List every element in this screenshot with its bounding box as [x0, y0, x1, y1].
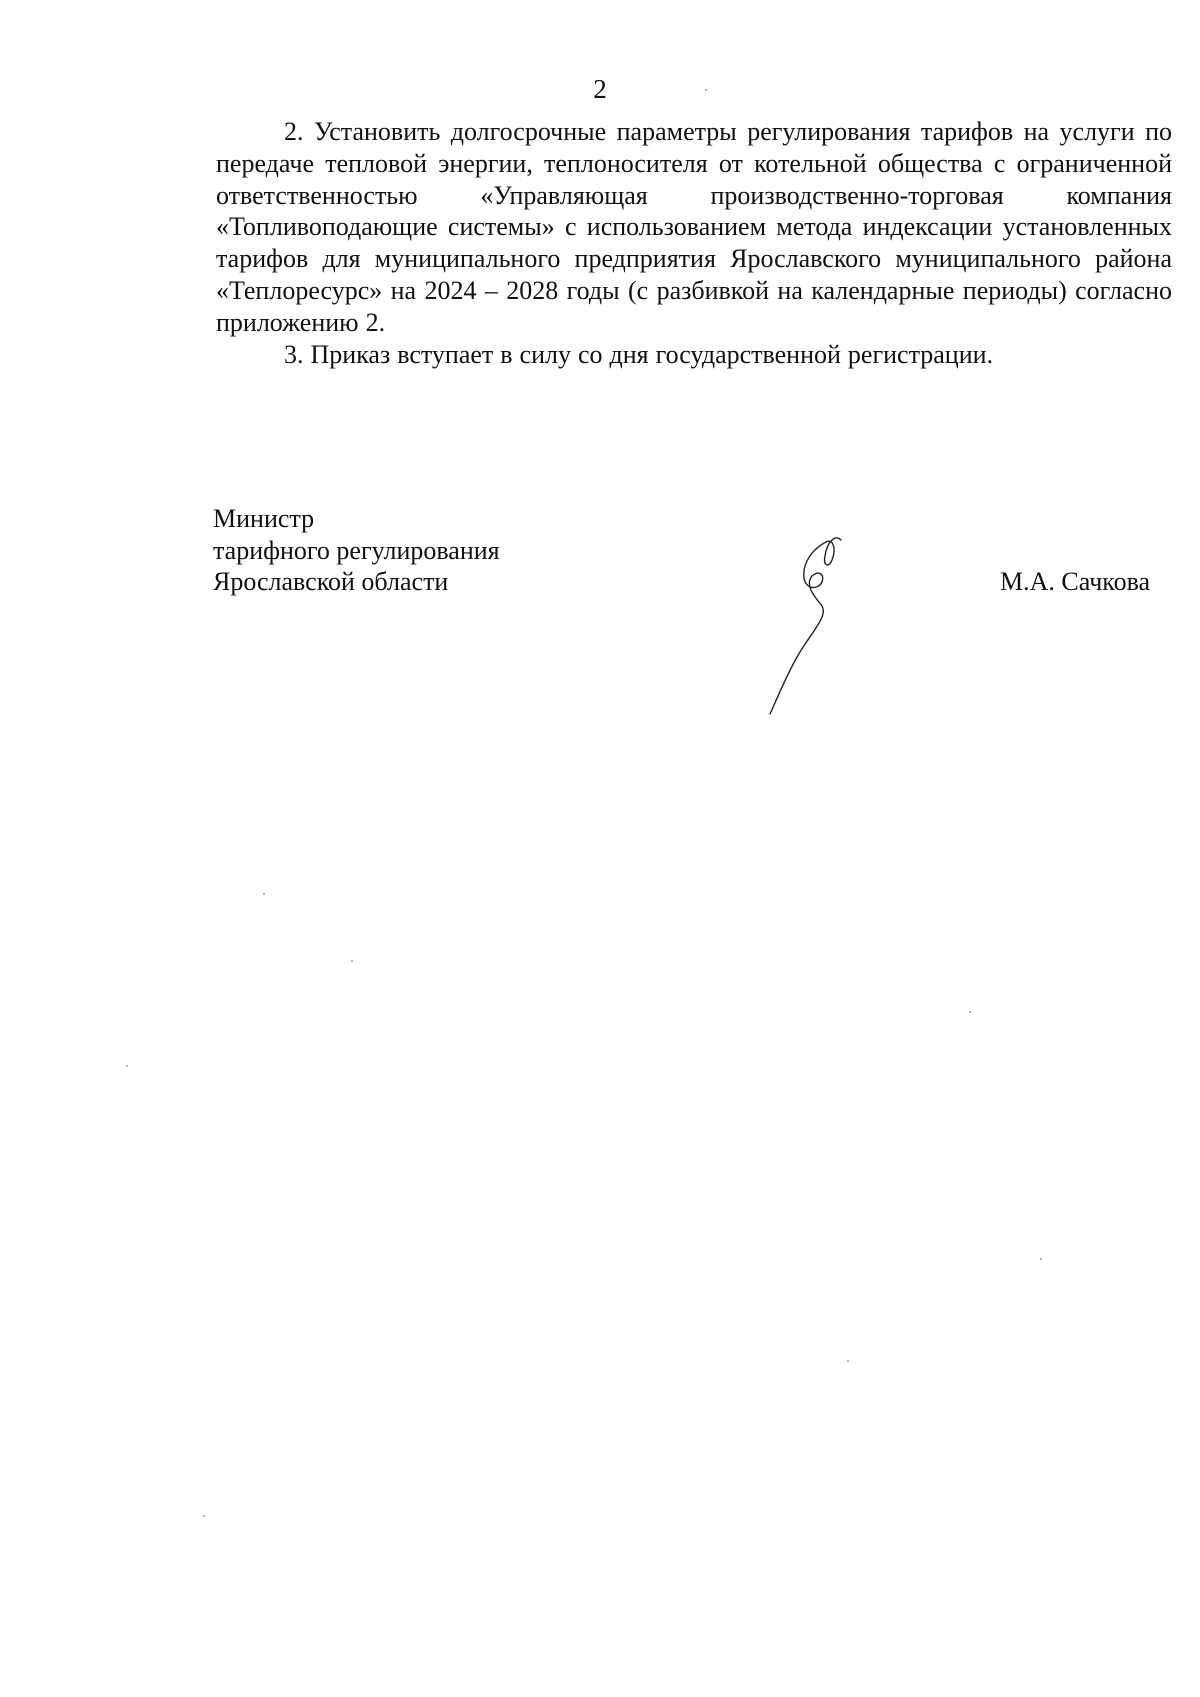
signatory-title-line-1: Министр — [213, 504, 315, 533]
scan-speck — [126, 1065, 128, 1067]
scan-speck — [203, 1515, 205, 1517]
scan-speck — [1040, 1258, 1042, 1260]
scan-speck — [969, 1011, 971, 1013]
scan-speck — [847, 1360, 849, 1362]
signatory-name: М.А. Сачкова — [1000, 567, 1151, 596]
handwritten-signature — [752, 532, 892, 722]
paragraph-item-3: 3. Приказ вступает в силу со дня государственной регистрации. — [284, 339, 994, 369]
signatory-title-line-3: Ярославской области — [213, 567, 449, 596]
signatory-title-line-2: тарифного регулирования — [213, 535, 500, 565]
paragraph-item-2: 2. Установить долгосрочные параметры регулирования тарифов на услуги по передаче тепловой энергии, теплоносителя от котельной общества с ограниченной ответственностью «Управляющая производственно-торговая компания «Топливоподающие системы» с использованием метода индексации установленных тарифов для муниципального предприятия Ярославского муниципального района «Теплоресурс» на 2024 – 2028 годы (с разбивкой на календарные периоды) согласно приложению 2. — [216, 117, 1172, 337]
scan-speck — [263, 893, 265, 895]
document-body — [216, 116, 1172, 370]
scan-speck — [705, 89, 707, 91]
page-number: 2 — [593, 74, 607, 104]
scan-speck — [351, 960, 353, 962]
signatory-position — [213, 503, 773, 598]
